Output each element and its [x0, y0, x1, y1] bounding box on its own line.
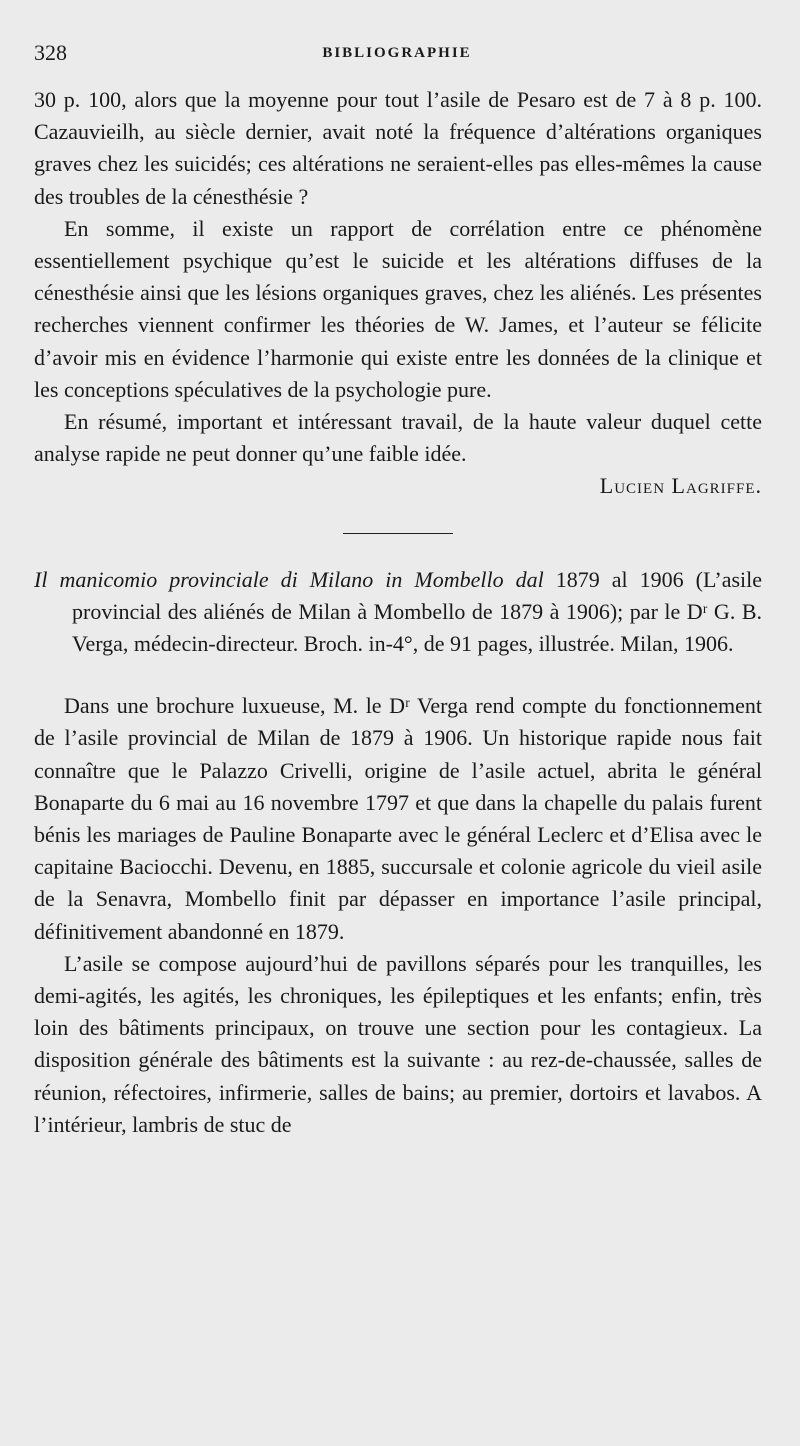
review1-signature: Lucien Lagriffe.	[599, 473, 762, 499]
review1-paragraph-3: En résumé, important et intéressant travail, de la haute valeur duquel cette analyse rapide ne peut donner qu’une faible idée.	[34, 409, 762, 467]
review1-paragraph-1: 30 p. 100, alors que la moyenne pour tout l’asile de Pesaro est de 7 à 8 p. 100. Cazauvieilh, au siècle dernier, avait noté la fréquence d’altérations organiques graves chez les suicidés; ces altérations ne seraient-elles pas elles-mêmes la cause des troubles de la cénesthésie ?	[34, 87, 762, 209]
running-head: BIBLIOGRAPHIE	[322, 45, 472, 61]
page-body	[34, 84, 762, 1141]
review2-paragraph-2: L’asile se compose aujourd’hui de pavillons séparés pour les tranquilles, les demi-agités, les agités, les chroniques, les épileptiques et les enfants; enfin, très loin des bâtiments principaux, on trouve une section pour les contagieux. La disposition générale des bâtiments est la suivante : au rez-de-chaussée, salles de réunion, réfectoires, infirmerie, salles de bains; au premier, dortoirs et lavabos. A l’intérieur, lambris de stuc de	[34, 950, 762, 1137]
review2-paragraph-1: Dans une brochure luxueuse, M. le Dʳ Verga rend compte du fonctionnement de l’asile provincial de Milan de 1879 à 1906. Un historique rapide nous fait connaître que le Palazzo Crivelli, origine de l’asile actuel, abrita le général Bonaparte du 6 mai au 16 novembre 1797 et que dans la chapelle du palais furent bénis les mariages de Pauline Bonaparte avec le général Leclerc et d’Elisa avec le capitaine Baciocchi. Devenu, en 1885, succursale et colonie agricole du vieil asile de la Senavra, Mombello finit par dépasser en importance l’asile principal, définitivement abandonné en 1879.	[34, 693, 762, 944]
review2-ref-title: Il manicomio provinciale di Milano in Mombello dal	[34, 566, 544, 592]
page-header	[34, 40, 760, 70]
review2-reference	[34, 564, 762, 661]
page-number: 328	[34, 40, 67, 65]
section-divider	[343, 533, 453, 534]
spacer	[34, 660, 762, 690]
review2-ref-details: 1879 al 1906 (L’asile provincial des aliénés de Milan à Mombello de 1879 à 1906); par le Dʳ G. B. Verga, médecin-directeur. Broch. in-4°, de 91 pages, illustrée. Milan, 1906.	[72, 566, 763, 657]
review1-paragraph-2: En somme, il existe un rapport de corrélation entre ce phénomène essentiellement psychique qu’est le suicide et les altérations diffuses de la cénesthésie ainsi que les lésions organiques graves, chez les aliénés. Les présentes recherches viennent confirmer les théories de W. James, et l’auteur se félicite d’avoir mis en évidence l’harmonie qui existe entre les données de la clinique et les conceptions spéculatives de la psychologie pure.	[34, 215, 762, 402]
